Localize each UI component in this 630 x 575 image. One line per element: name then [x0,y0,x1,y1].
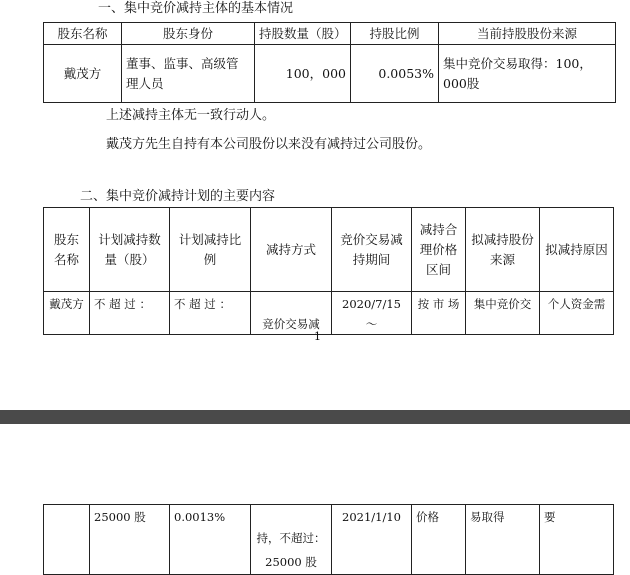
note-no-concert-parties: 上述减持主体无一致行动人。 [106,108,276,123]
reduction-plan-table [43,207,614,335]
plan-header-holder-name: 股东名称 [44,208,90,292]
note-no-prior-reduction: 戴茂方先生自持有本公司股份以来没有减持过公司股份。 [106,137,432,152]
plan-header-share-source: 拟减持股份来源 [466,208,540,292]
section2-heading: 二、集中竞价减持计划的主要内容 [80,189,276,204]
document-page-2 [0,424,630,571]
cont-cell-reason: 要 [540,505,614,575]
header-holder-name: 股东名称 [44,23,122,45]
plan-header-method: 减持方式 [251,208,332,292]
cont-cell-quantity: 25000 股 [90,505,170,575]
plan-header-price-range: 减持合理价格区间 [412,208,466,292]
cont-cell-source: 易取得 [466,505,540,575]
cont-cell-ratio: 0.0013% [170,505,251,575]
header-holder-identity: 股东身份 [122,23,255,45]
plan-header-ratio: 计划减持比例 [170,208,251,292]
plan-cell-holder-name: 戴茂方 [44,292,90,335]
section1-heading: 一、集中竞价减持主体的基本情况 [98,1,294,16]
plan-header-period: 竞价交易减持期间 [332,208,412,292]
plan-cell-source: 集中竞价交 [466,292,540,335]
plan-cell-reason: 个人资金需 [540,292,614,335]
cell-share-source: 集中竞价交易取得：100，000股 [439,45,616,103]
cont-cell-period: 2021/1/10 [332,505,412,575]
cell-share-count: 100，000 [255,45,351,103]
header-share-ratio: 持股比例 [351,23,439,45]
header-share-count: 持股数量（股） [255,23,351,45]
cell-holder-name: 戴茂方 [44,45,122,103]
cont-cell-price: 价格 [412,505,466,575]
plan-cell-price: 按 市 场 [412,292,466,335]
page-number: 1 [314,330,321,343]
cell-holder-identity: 董事、监事、高级管理人员 [122,45,255,103]
shareholder-basic-table [43,22,616,103]
plan-cell-period: 2020/7/15 ～ [332,292,412,335]
cont-cell-method-line1: 持，不超过： [256,531,326,545]
cont-cell-method [251,505,332,575]
plan-header-reason: 拟减持原因 [540,208,614,292]
plan-header-quantity: 计划减持数量（股） [90,208,170,292]
reduction-plan-table-continued [43,504,614,575]
plan-cell-ratio: 不 超 过 ： [170,292,251,335]
cell-share-ratio: 0.0053% [351,45,439,103]
plan-cell-quantity: 不 超 过 ： [90,292,170,335]
cont-cell-method-line2: 25000 股 [265,555,317,569]
cont-cell-holder-name [44,505,90,575]
plan-cell-method: 竞价交易减 [251,292,332,335]
page-gap [0,410,630,424]
header-share-source: 当前持股股份来源 [439,23,616,45]
